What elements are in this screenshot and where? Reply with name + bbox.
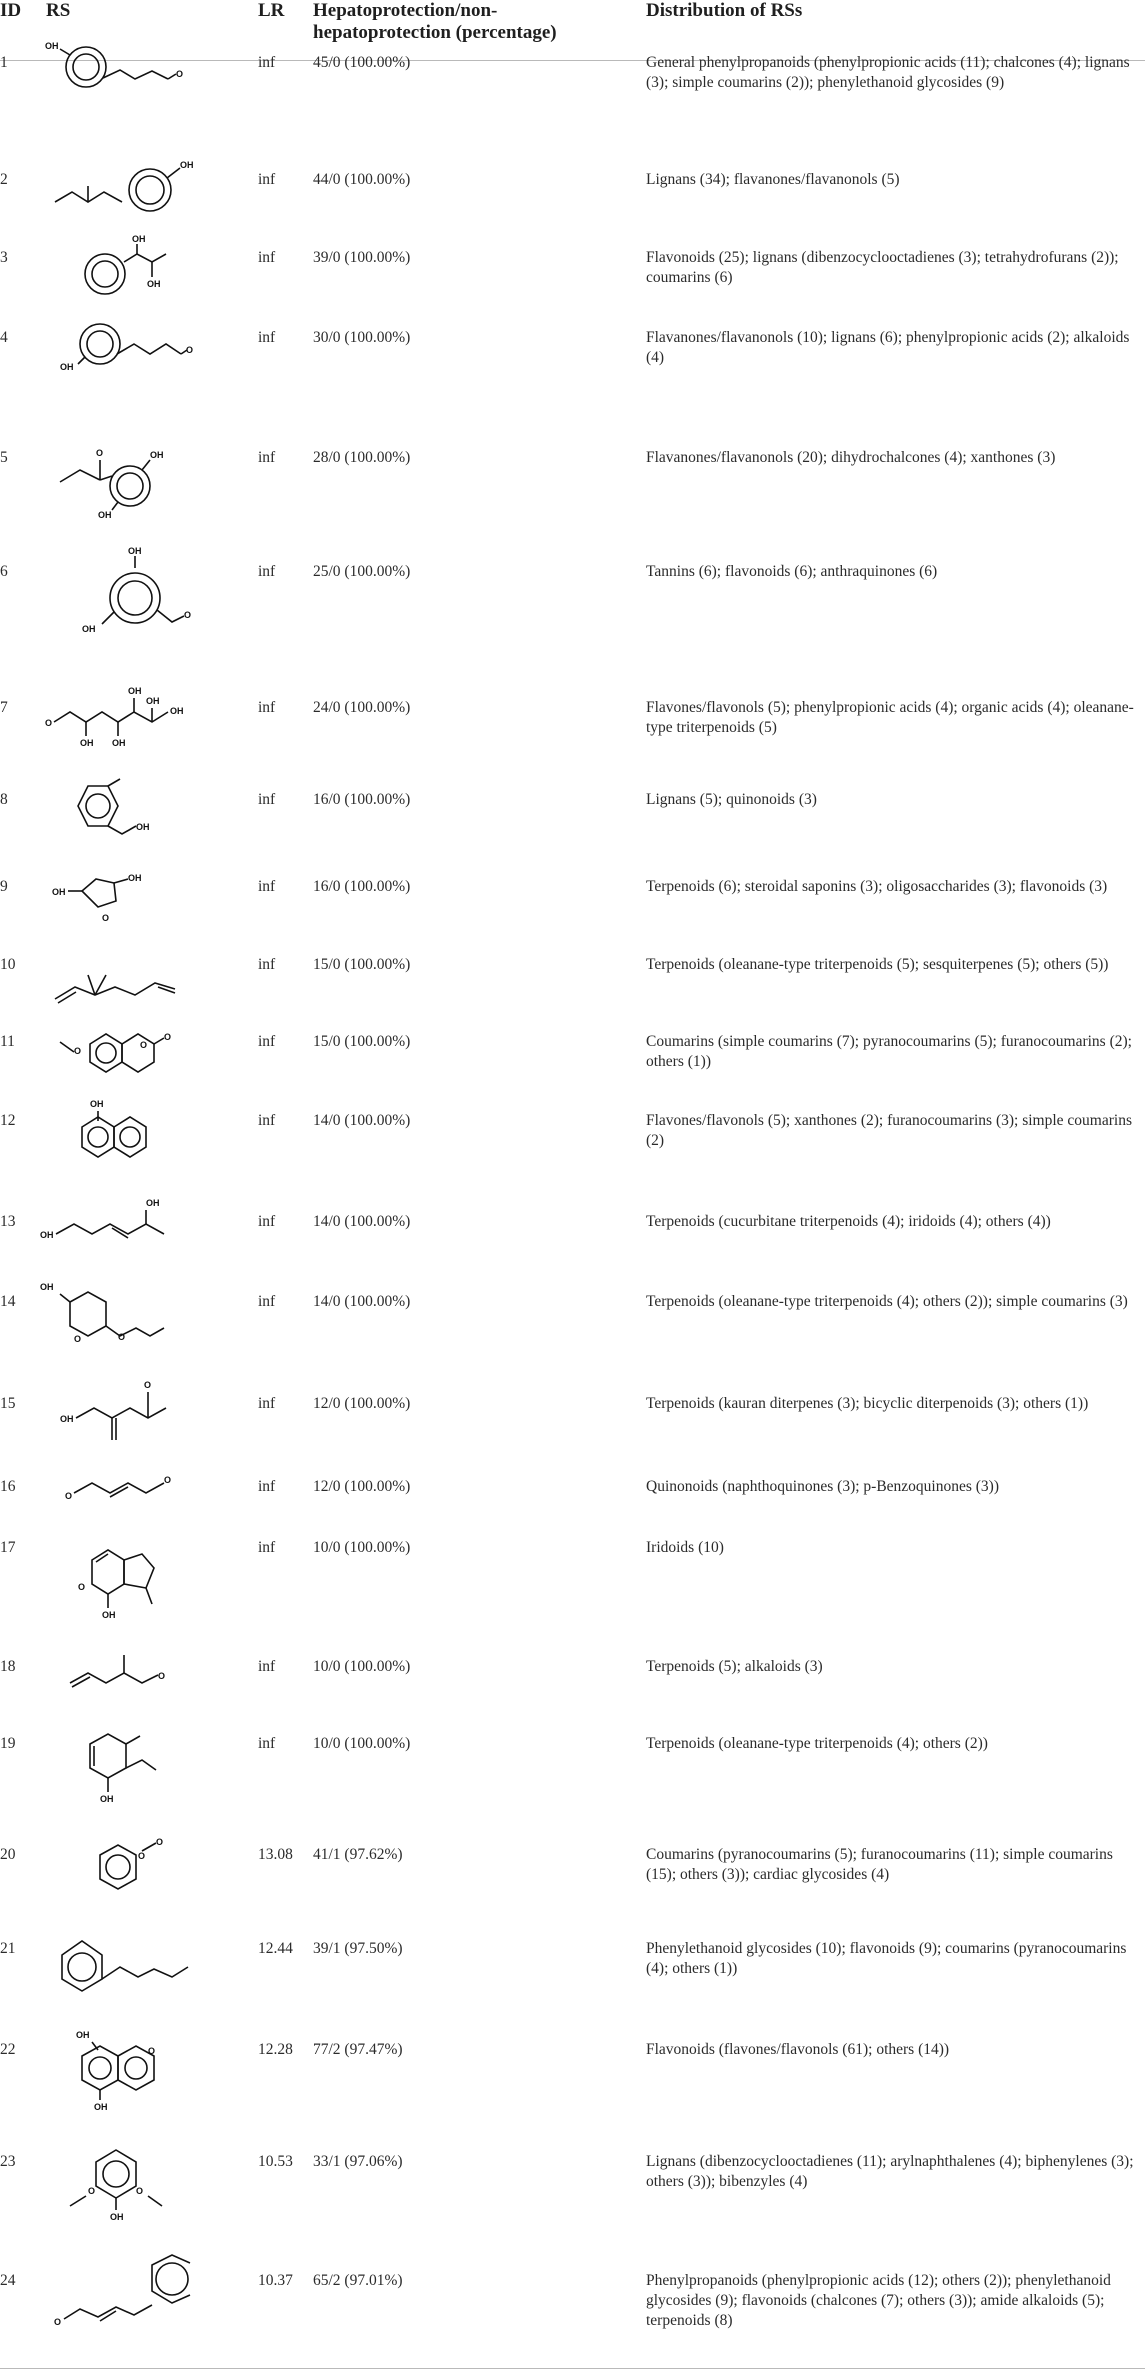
row-lr: inf [258,699,276,716]
structure-image [40,1641,240,1706]
row-id: 4 [0,329,8,346]
header-rs: RS [46,0,71,21]
row-hepatoprotection: 16/0 (100.00%) [313,791,411,808]
svg-text:OH: OH [102,1610,116,1620]
row-distribution: Terpenoids (6); steroidal saponins (3); oligosaccharides (3); flavonoids (3) [646,878,1108,895]
row-lr: inf [258,329,276,346]
structure-image [40,774,240,849]
row-lr: 12.28 [258,2041,293,2058]
row-hepatoprotection: 10/0 (100.00%) [313,1658,411,1675]
row-id: 6 [0,563,8,580]
row-id: 8 [0,791,8,808]
row-lr: inf [258,1112,276,1129]
structure-image [40,1016,240,1081]
svg-text:OH: OH [76,2030,90,2040]
row-lr: inf [258,171,276,188]
svg-text:OH: OH [128,873,142,883]
row-distribution: Flavanones/flavanonols (20); dihydrochalcones (4); xanthones (3) [646,449,1056,466]
structure-image [40,546,240,661]
row-id: 5 [0,449,8,466]
row-id: 20 [0,1846,16,1863]
svg-text:O: O [144,1380,152,1390]
svg-text:OH: OH [147,279,161,289]
row-distribution: Lignans (dibenzocyclooctadienes (11); arylnaphthalenes (4); biphenylenes (3); others (3)); bibenzyles (4) [646,2153,1134,2190]
structure-image [40,939,240,1014]
header-distribution: Distribution of RSs [646,0,803,21]
row-id: 13 [0,1213,16,1230]
row-hepatoprotection: 14/0 (100.00%) [313,1293,411,1310]
row-lr: inf [258,956,276,973]
svg-text:O: O [78,1582,86,1592]
row-hepatoprotection: 15/0 (100.00%) [313,956,411,973]
svg-text:O: O [74,1334,82,1344]
header-lr: LR [258,0,285,21]
row-distribution: Terpenoids (5); alkaloids (3) [646,1658,823,1675]
svg-text:O: O [54,2317,62,2327]
row-id: 12 [0,1112,16,1129]
row-hepatoprotection: 28/0 (100.00%) [313,449,411,466]
structure-image [40,312,240,387]
svg-text:O: O [102,913,110,923]
row-distribution: Quinonoids (naphthoquinones (3); p-Benzoquinones (3)) [646,1478,999,1495]
svg-text:OH: OH [45,41,59,51]
structure-image [40,2255,240,2350]
row-id: 21 [0,1940,16,1957]
row-distribution: Flavones/flavonols (5); phenylpropionic acids (4); organic acids (4); oleanane-type triterpenoids (5) [646,699,1134,736]
row-hepatoprotection: 77/2 (97.47%) [313,2041,403,2058]
row-lr: inf [258,1293,276,1310]
svg-text:OH: OH [90,1099,104,1109]
structure-image [40,1095,240,1180]
svg-text:OH: OH [100,1794,114,1804]
row-distribution: Flavones/flavonols (5); xanthones (2); furanocoumarins (3); simple coumarins (2) [646,1112,1132,1149]
svg-text:O: O [74,1046,82,1056]
svg-text:OH: OH [94,2102,108,2112]
svg-text:OH: OH [146,696,160,706]
svg-text:OH: OH [80,738,94,748]
row-id: 23 [0,2153,16,2170]
structure-image [40,1276,240,1371]
row-hepatoprotection: 10/0 (100.00%) [313,1539,411,1556]
svg-text:O: O [156,1837,164,1847]
svg-text:OH: OH [52,887,66,897]
row-distribution: Iridoids (10) [646,1539,724,1556]
row-lr: inf [258,249,276,266]
row-distribution: Terpenoids (kauran diterpenes (3); bicyclic diterpenoids (3); others (1)) [646,1395,1089,1412]
structure-image [40,1718,240,1823]
svg-text:O: O [136,2186,144,2196]
svg-text:OH: OH [60,1414,74,1424]
row-lr: 12.44 [258,1940,293,1957]
row-distribution: Coumarins (pyranocoumarins (5); furanocoumarins (11); simple coumarins (15); others (3)); cardiac glycosides (4) [646,1846,1113,1883]
svg-text:OH: OH [170,706,184,716]
structure-image [40,1461,240,1526]
svg-text:O: O [118,1332,126,1342]
row-id: 22 [0,2041,16,2058]
svg-text:OH: OH [40,1230,54,1240]
row-lr: inf [258,1395,276,1412]
row-id: 1 [0,54,8,71]
structure-image [40,1378,240,1463]
row-distribution: Lignans (34); flavanones/flavanonols (5) [646,171,900,188]
row-hepatoprotection: 15/0 (100.00%) [313,1033,411,1050]
row-lr: inf [258,563,276,580]
row-hepatoprotection: 33/1 (97.06%) [313,2153,403,2170]
svg-text:OH: OH [98,510,112,520]
row-id: 15 [0,1395,16,1412]
row-id: 2 [0,171,8,188]
svg-text:O: O [96,448,104,458]
row-distribution: Phenylethanoid glycosides (10); flavonoids (9); coumarins (pyranocoumarins (4); others (1)) [646,1940,1127,1977]
structure-image [40,1923,240,1998]
row-id: 10 [0,956,16,973]
structure-image [40,1196,240,1271]
svg-text:O: O [176,69,184,79]
svg-text:OH: OH [180,160,194,170]
svg-text:O: O [138,1851,146,1861]
row-lr: 10.37 [258,2272,293,2289]
svg-text:O: O [164,1475,172,1485]
row-hepatoprotection: 39/1 (97.50%) [313,1940,403,1957]
row-id: 11 [0,1033,15,1050]
row-hepatoprotection: 14/0 (100.00%) [313,1112,411,1129]
row-lr: inf [258,1735,276,1752]
row-id: 19 [0,1735,16,1752]
row-hepatoprotection: 24/0 (100.00%) [313,699,411,716]
row-lr: inf [258,1539,276,1556]
svg-text:OH: OH [112,738,126,748]
structure-image [40,232,240,307]
structure-image [40,432,240,520]
structure-image [40,682,240,767]
header-id: ID [0,0,22,21]
row-id: 18 [0,1658,16,1675]
svg-text:OH: OH [146,1198,160,1208]
row-hepatoprotection: 39/0 (100.00%) [313,249,411,266]
svg-text:O: O [88,2186,96,2196]
svg-text:O: O [65,1491,73,1501]
row-id: 16 [0,1478,16,1495]
row-hepatoprotection: 30/0 (100.00%) [313,329,411,346]
row-lr: inf [258,1478,276,1495]
row-hepatoprotection: 25/0 (100.00%) [313,563,411,580]
row-id: 3 [0,249,8,266]
row-lr: 13.08 [258,1846,293,1863]
table-bottom-rule [0,2368,1145,2369]
svg-text:O: O [158,1671,166,1681]
row-lr: inf [258,791,276,808]
row-distribution: Flavonoids (25); lignans (dibenzocyclooctadienes (3); tetrahydrofurans (2)); coumarins (6) [646,249,1119,286]
row-hepatoprotection: 44/0 (100.00%) [313,171,411,188]
row-id: 7 [0,699,8,716]
row-hepatoprotection: 12/0 (100.00%) [313,1395,411,1412]
row-distribution: Flavonoids (flavones/flavonols (61); others (14)) [646,2041,950,2058]
row-id: 9 [0,878,8,895]
row-distribution: Tannins (6); flavonoids (6); anthraquinones (6) [646,563,938,580]
structure-image [40,1829,240,1904]
svg-text:OH: OH [136,822,150,832]
svg-text:O: O [186,345,194,355]
svg-text:O: O [184,610,192,620]
row-distribution: Coumarins (simple coumarins (7); pyranocoumarins (5); furanocoumarins (2); others (1)) [646,1033,1132,1070]
row-lr: inf [258,449,276,466]
svg-text:O: O [164,1032,172,1042]
row-distribution: General phenylpropanoids (phenylpropionic acids (11); chalcones (4); lignans (3); simple coumarins (2)); phenylethanoid glycosides (9) [646,54,1130,91]
row-lr: 10.53 [258,2153,293,2170]
svg-text:OH: OH [128,546,142,556]
row-lr: inf [258,1658,276,1675]
row-lr: inf [258,1033,276,1050]
row-hepatoprotection: 41/1 (97.62%) [313,1846,403,1863]
row-hepatoprotection: 14/0 (100.00%) [313,1213,411,1230]
row-distribution: Terpenoids (oleanane-type triterpenoids (4); others (2)) [646,1735,988,1752]
row-distribution: Terpenoids (cucurbitane triterpenoids (4); iridoids (4); others (4)) [646,1213,1051,1230]
svg-text:O: O [45,718,53,728]
structure-image [40,37,240,102]
row-distribution: Terpenoids (oleanane-type triterpenoids (5); sesquiterpenes (5); others (5)) [646,956,1109,973]
svg-text:OH: OH [40,1282,54,1292]
structure-image [40,861,240,936]
row-lr: inf [258,878,276,895]
svg-text:OH: OH [60,362,74,372]
structure-image [40,1522,240,1637]
structure-image [40,154,240,219]
row-hepatoprotection: 10/0 (100.00%) [313,1735,411,1752]
svg-text:OH: OH [150,450,164,460]
svg-text:O: O [140,1040,148,1050]
svg-text:OH: OH [110,2212,124,2222]
row-distribution: Lignans (5); quinonoids (3) [646,791,817,808]
svg-text:OH: OH [132,234,146,244]
row-lr: inf [258,1213,276,1230]
row-hepatoprotection: 65/2 (97.01%) [313,2272,403,2289]
row-id: 17 [0,1539,16,1556]
svg-text:OH: OH [128,686,142,696]
structure-image [40,2136,240,2241]
row-id: 24 [0,2272,16,2289]
row-distribution: Phenylpropanoids (phenylpropionic acids (12); others (2)); phenylethanoid glycosides (9); flavonoids (chalcones (7); others (3)); amide alkaloids (5); terpenoids (8) [646,2272,1111,2329]
row-distribution: Flavanones/flavanonols (10); lignans (6); phenylpropionic acids (2); alkaloids (4) [646,329,1130,366]
row-id: 14 [0,1293,16,1310]
svg-text:OH: OH [82,624,96,634]
row-distribution: Terpenoids (oleanane-type triterpenoids (4); others (2)); simple coumarins (3) [646,1293,1128,1310]
row-hepatoprotection: 45/0 (100.00%) [313,54,411,71]
row-lr: inf [258,54,276,71]
header-hepatoprotection: Hepatoprotection/non-hepatoprotection (percentage) [313,0,557,43]
row-hepatoprotection: 12/0 (100.00%) [313,1478,411,1495]
structure-image [40,2024,240,2119]
svg-text:O: O [148,2046,156,2056]
row-hepatoprotection: 16/0 (100.00%) [313,878,411,895]
